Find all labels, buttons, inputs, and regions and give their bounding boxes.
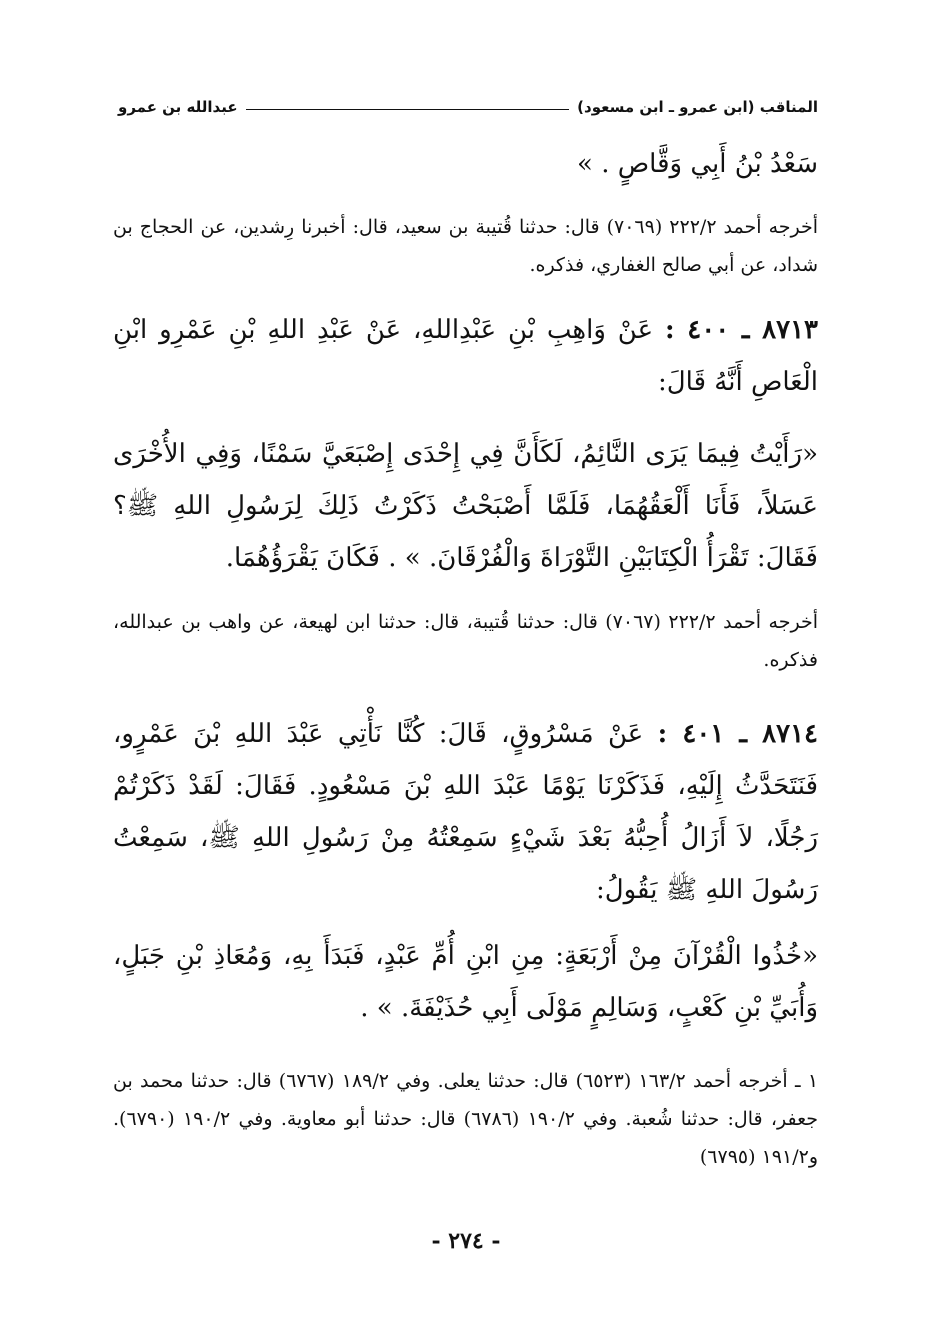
hadith-matn-text: «رَأَيْتُ فِيمَا يَرَى النَّائِمُ، لَكَأَنَّ فِي إِحْدَى إِصْبَعَيَّ سَمْنًا، وَفِي الأُخْرَى عَسَلاً، فَأَنَا أَلْعَقُهُمَا، فَلَمَّا أَصْبَحْتُ ذَكَرْتُ ذَلِكَ لِرَسُولِ اللهِ ﷺ؟ فَقَالَ: تَقْرَأُ الْكِتَابَيْنِ التَّوْرَاةَ وَالْفُرْقَانَ. » . فَكَانَ يَقْرَؤُهُمَا. <box>113 439 818 573</box>
header-section-title: عبدالله بن عمرو <box>118 98 238 116</box>
page-number: - ٢٧٤ - <box>431 1228 501 1254</box>
takhrij-text: ١ ـ أخرجه أحمد ١٦٣/٢ (٦٥٢٣) قال: حدثنا يعلى. وفي ١٨٩/٢ (٦٧٦٧) قال: حدثنا محمد بن جعفر، قال: حدثنا شُعبة. وفي ١٩٠/٢ (٦٧٨٦) قال: حدثنا أبو معاوية. وفي ١٩٠/٢ (٦٧٩٠). و١٩١/٢ (٦٧٩٥) <box>113 1070 819 1168</box>
header-rule <box>246 109 570 110</box>
hadith-number: ٨٧١٤ ـ ٤٠١ : <box>657 719 818 749</box>
hadith-matn-text: «خُذُوا الْقُرْآنَ مِنْ أَرْبَعَةٍ: مِنِ ابْنِ أُمِّ عَبْدٍ، فَبَدَأَ بِهِ، وَمُعَاذِ بْنِ جَبَلٍ، وَأُبَيِّ بْنِ كَعْبٍ، وَسَالِمٍ مَوْلَى أَبِي حُذَيْفَةَ. » . <box>113 941 818 1023</box>
hadith-continuation-text: سَعْدُ بْنُ أَبِي وَقَّاصٍ . » <box>577 149 818 179</box>
hadith-matn <box>113 930 818 1034</box>
takhrij-text: أخرجه أحمد ٢٢٢/٢ (٧٠٦٧) قال: حدثنا قُتيبة، قال: حدثنا ابن لهيعة، عن واهب بن عبدالله، فذكره. <box>113 611 818 671</box>
hadith-isnad-text: عَنْ مَسْرُوقٍ، قَالَ: كُنَّا نَأْتِي عَبْدَ اللهِ بْنَ عَمْرٍو، فَنَتَحَدَّثُ إِلَيْهِ، فَذَكَرْنَا يَوْمًا عَبْدَ اللهِ بْنَ مَسْعُودٍ. فَقَالَ: لَقَدْ ذَكَرْتُمْ رَجُلًا، لاَ أَزَالُ أُحِبُّهُ بَعْدَ شَيْءٍ سَمِعْتُهُ مِنْ رَسُولِ اللهِ ﷺ، سَمِعْتُ رَسُولَ اللهِ ﷺ يَقُولُ: <box>113 719 818 905</box>
header-chapter-title: المناقب (ابن عمرو ـ ابن مسعود) <box>577 98 818 116</box>
hadith-number: ٨٧١٣ ـ ٤٠٠ : <box>665 315 819 345</box>
hadith-entry <box>113 708 818 916</box>
takhrij-note <box>113 208 818 284</box>
takhrij-text: أخرجه أحمد ٢٢٢/٢ (٧٠٦٩) قال: حدثنا قُتيبة بن سعيد، قال: أخبرنا رِشدين، عن الحجاج بن شداد، عن أبي صالح الغفاري، فذكره. <box>113 216 819 276</box>
takhrij-note <box>113 603 818 679</box>
hadith-isnad-text: عَنْ وَاهِبِ بْنِ عَبْدِاللهِ، عَنْ عَبْدِ اللهِ بْنِ عَمْرِو ابْنِ الْعَاصِ أَنَّهُ قَالَ: <box>113 315 818 397</box>
running-header <box>118 88 818 116</box>
hadith-continuation <box>113 138 818 190</box>
hadith-entry <box>113 304 818 408</box>
takhrij-note <box>113 1062 818 1176</box>
hadith-matn <box>113 428 818 584</box>
